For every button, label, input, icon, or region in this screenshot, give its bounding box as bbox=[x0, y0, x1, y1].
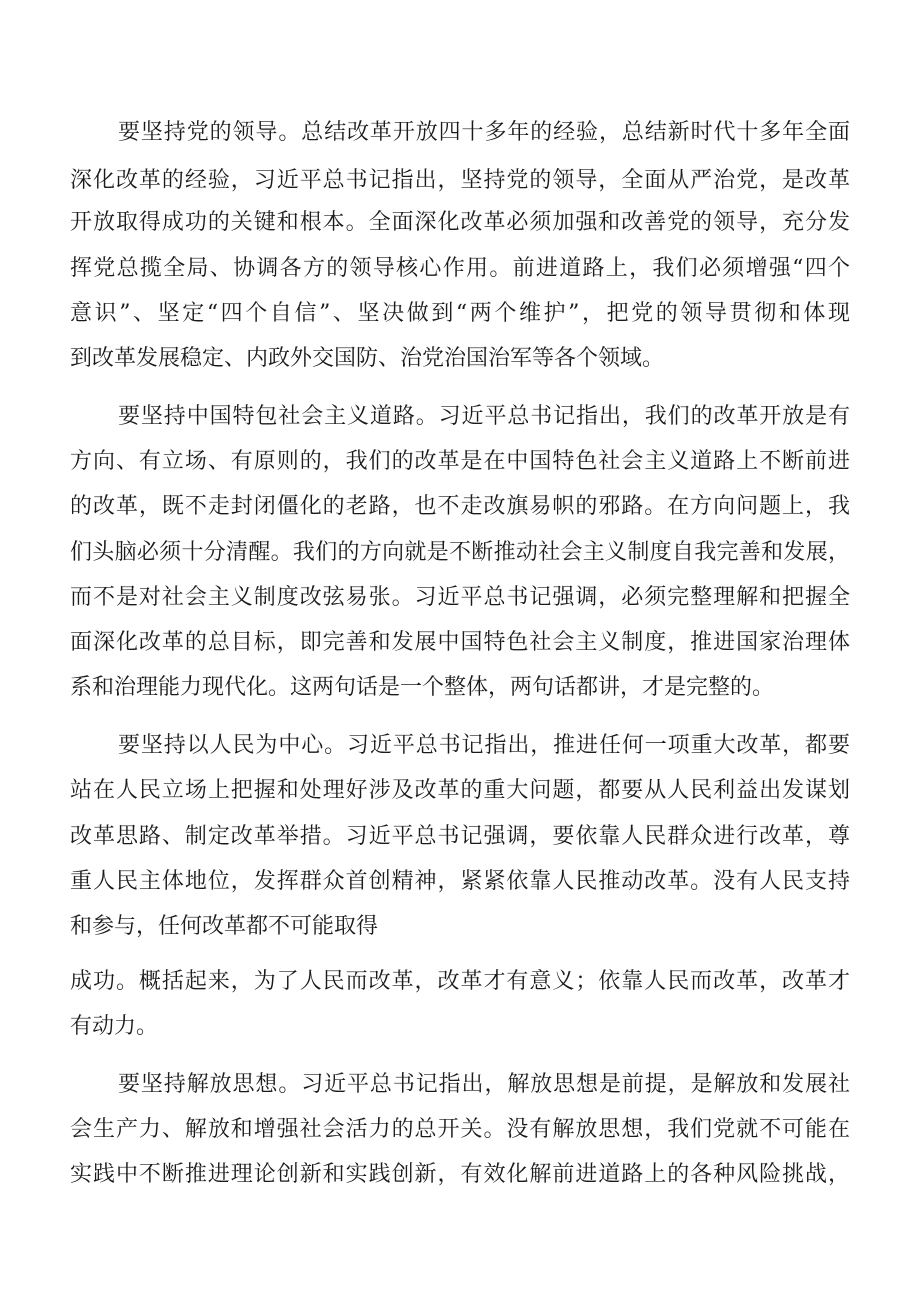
paragraph-1-line-2: 深化改革的经验，习近平总书记指出，坚持党的领导，全面从严治党，是改革 bbox=[70, 168, 850, 193]
paragraph-2-line-3: 的改革，既不走封闭僵化的老路，也不走改旗易帜的邪路。在方向问题上，我 bbox=[70, 494, 850, 519]
paragraph-2-line-7: 系和治理能力现代化。这两句话是一个整体，两句话都讲，才是完整的。 bbox=[70, 675, 775, 700]
paragraph-3-line-3: 改革思路、制定改革举措。习近平总书记强调，要依靠人民群众进行改革，尊 bbox=[70, 824, 850, 849]
paragraph-1-line-5: 意识”、坚定“四个自信”、坚决做到“两个维护”，把党的领导贯彻和体现 bbox=[70, 301, 850, 326]
paragraph-3-line-5: 和参与，任何改革都不可能取得 bbox=[70, 914, 379, 939]
paragraph-3-line-1: 要坚持以人民为中心。习近平总书记指出，推进任何一项重大改革，都要 bbox=[118, 733, 850, 758]
paragraph-2-line-5: 而不是对社会主义制度改弦易张。习近平总书记强调，必须完整理解和把握全 bbox=[70, 585, 850, 610]
paragraph-1-line-4: 挥党总揽全局、协调各方的领导核心作用。前进道路上，我们必须增强“四个 bbox=[70, 256, 850, 281]
paragraph-4-line-2: 有动力。 bbox=[70, 1014, 159, 1039]
paragraph-5-line-1: 要坚持解放思想。习近平总书记指出，解放思想是前提，是解放和发展社 bbox=[118, 1072, 850, 1097]
paragraph-1-line-1: 要坚持党的领导。总结改革开放四十多年的经验，总结新时代十多年全面 bbox=[118, 120, 850, 145]
paragraph-5-line-3: 实践中不断推进理论创新和实践创新，有效化解前进道路上的各种风险挑战， bbox=[70, 1162, 850, 1187]
paragraph-3-line-2: 站在人民立场上把握和处理好涉及改革的重大问题，都要从人民利益出发谋划 bbox=[70, 778, 850, 803]
paragraph-2-line-6: 面深化改革的总目标，即完善和发展中国特色社会主义制度，推进国家治理体 bbox=[70, 630, 850, 655]
paragraph-4-line-1: 成功。概括起来，为了人民而改革，改革才有意义；依靠人民而改革，改革才 bbox=[70, 969, 850, 994]
paragraph-2-line-4: 们头脑必须十分清醒。我们的方向就是不断推动社会主义制度自我完善和发展， bbox=[70, 540, 850, 565]
paragraph-2-line-1: 要坚持中国特包社会主义道路。习近平总书记指出，我们的改革开放是有 bbox=[118, 404, 850, 429]
paragraph-3-line-4: 重人民主体地位，发挥群众首创精神，紧紧依靠人民推动改革。没有人民支持 bbox=[70, 869, 850, 894]
paragraph-5-line-2: 会生产力、解放和增强社会活力的总开关。没有解放思想，我们党就不可能在 bbox=[70, 1117, 850, 1142]
paragraph-1-line-6: 到改革发展稳定、内政外交国防、治党治国治军等各个领域。 bbox=[70, 346, 665, 371]
paragraph-2-line-2: 方向、有立场、有原则的，我们的改革是在中国特色社会主义道路上不断前进 bbox=[70, 449, 850, 474]
paragraph-1-line-3: 开放取得成功的关键和根本。全面深化改革必须加强和改善党的领导，充分发 bbox=[70, 210, 850, 235]
